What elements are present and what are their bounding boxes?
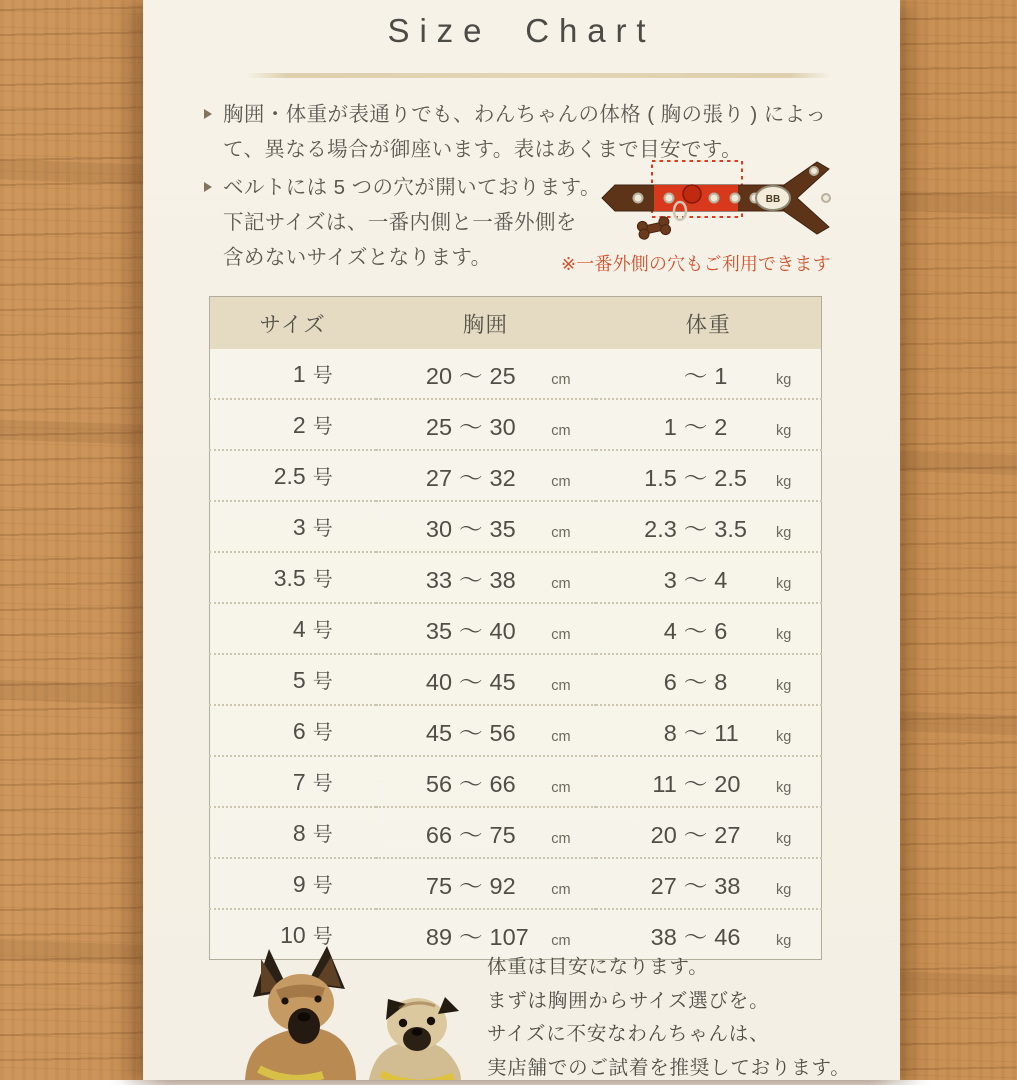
size-number: 5 [253,667,306,694]
weight-min: 8 [625,720,677,747]
dogs-photo [231,945,483,1080]
chest-cell [376,552,596,603]
weight-min: 1.5 [625,465,677,492]
size-unit: 号 [313,716,333,745]
size-unit: 号 [313,767,333,796]
size-unit: 号 [313,818,333,847]
note-line: 胸囲・体重が表通りでも、わんちゃんの体格 ( 胸の張り ) によっ [223,97,826,132]
size-unit: 号 [313,563,333,592]
chest-unit: cm [551,423,570,439]
chest-max: 35 [490,516,549,543]
size-number: 7 [253,769,306,796]
size-cell [210,349,376,399]
size-unit: 号 [313,665,333,694]
chest-min: 40 [400,669,452,696]
chest-cell [376,349,596,399]
chest-unit: cm [551,780,570,796]
size-unit: 号 [313,920,333,949]
weight-cell [596,807,822,858]
weight-cell [596,705,822,756]
table-header-size: サイズ [210,297,376,350]
table-row [210,756,822,807]
chest-unit: cm [551,729,570,745]
triangle-bullet-icon [204,109,212,119]
collar-eyelet [710,194,719,203]
title-divider [247,73,831,78]
weight-min: 11 [625,771,677,798]
footer-line: 実店舗でのご試着を推奨しております。 [487,1052,850,1085]
size-cell [210,399,376,450]
weight-unit: kg [776,678,791,694]
range-tilde: 〜 [459,918,483,952]
range-tilde: 〜 [684,510,708,544]
size-table-body [210,349,822,960]
chest-cell [376,654,596,705]
footer-line: まずは胸囲からサイズ選びを。 [487,985,850,1019]
size-cell [210,552,376,603]
triangle-bullet-icon [204,182,212,192]
weight-max: 38 [714,873,773,900]
table-header-weight: 体重 [596,297,822,350]
range-tilde: 〜 [684,459,708,493]
table-row [210,552,822,603]
chest-min: 25 [400,414,452,441]
chest-max: 40 [490,618,549,645]
weight-min: 3 [625,567,677,594]
note-line: 下記サイズは、一番内側と一番外側を [223,205,601,240]
footer-line: 体重は目安になります。 [487,951,850,985]
page-title: Size Chart [143,12,900,50]
chest-unit: cm [551,372,570,388]
range-tilde: 〜 [684,561,708,595]
chest-min: 33 [400,567,452,594]
range-tilde: 〜 [459,867,483,901]
size-number: 3 [253,514,306,541]
range-tilde: 〜 [684,765,708,799]
table-row [210,603,822,654]
weight-max: 1 [714,363,773,390]
size-number: 1 [253,361,306,388]
range-tilde: 〜 [684,357,708,391]
chest-min: 66 [400,822,452,849]
weight-unit: kg [776,474,791,490]
weight-max: 46 [714,924,773,951]
chest-max: 45 [490,669,549,696]
chest-unit: cm [551,627,570,643]
weight-max: 27 [714,822,773,849]
chest-unit: cm [551,525,570,541]
range-tilde: 〜 [459,408,483,442]
chest-min: 45 [400,720,452,747]
range-tilde: 〜 [684,867,708,901]
chest-min: 30 [400,516,452,543]
brand-badge-label: BB [766,194,780,205]
weight-min: 1 [625,414,677,441]
weight-unit: kg [776,372,791,388]
range-tilde: 〜 [459,510,483,544]
dog-large [245,946,356,1080]
size-cell [210,450,376,501]
table-row [210,654,822,705]
collar-eyelet [810,167,818,175]
weight-unit: kg [776,780,791,796]
chest-min: 56 [400,771,452,798]
chest-cell [376,756,596,807]
chest-unit: cm [551,474,570,490]
weight-cell [596,654,822,705]
collar-illustration [592,156,836,246]
table-row [210,349,822,399]
table-row [210,858,822,909]
size-unit: 号 [313,512,333,541]
table-row [210,807,822,858]
size-number: 8 [253,820,306,847]
weight-cell [596,501,822,552]
table-header-chest: 胸囲 [376,297,596,350]
weight-cell [596,349,822,399]
chest-max: 32 [490,465,549,492]
weight-cell [596,603,822,654]
size-cell [210,654,376,705]
size-number: 3.5 [253,565,306,592]
size-cell [210,501,376,552]
size-cell [210,807,376,858]
chest-max: 92 [490,873,549,900]
range-tilde: 〜 [684,612,708,646]
size-unit: 号 [313,359,333,388]
range-tilde: 〜 [459,714,483,748]
weight-max: 11 [714,720,773,747]
weight-max: 2.5 [714,465,773,492]
weight-unit: kg [776,933,791,949]
size-unit: 号 [313,614,333,643]
chest-cell [376,705,596,756]
collar-eyelet [822,194,830,202]
size-cell [210,756,376,807]
weight-cell [596,450,822,501]
weight-unit: kg [776,423,791,439]
table-row [210,501,822,552]
weight-cell [596,399,822,450]
chest-min: 27 [400,465,452,492]
weight-unit: kg [776,627,791,643]
weight-unit: kg [776,882,791,898]
note-line: て、異なる場合が御座います。表はあくまで目安です。 [223,132,826,167]
paper-card [143,0,900,1080]
chest-cell [376,807,596,858]
size-number: 2 [253,412,306,439]
size-cell [210,858,376,909]
size-table [209,296,822,960]
collar-buckle [683,185,701,203]
footer-line: サイズに不安なわんちゃんは、 [487,1018,850,1052]
weight-cell [596,756,822,807]
chest-min: 75 [400,873,452,900]
weight-unit: kg [776,729,791,745]
collar-eyelet [634,194,643,203]
weight-cell [596,552,822,603]
size-number: 9 [253,871,306,898]
weight-max: 2 [714,414,773,441]
range-tilde: 〜 [459,816,483,850]
chest-cell [376,858,596,909]
range-tilde: 〜 [459,357,483,391]
weight-max: 8 [714,669,773,696]
chest-max: 30 [490,414,549,441]
weight-unit: kg [776,525,791,541]
weight-unit: kg [776,576,791,592]
chest-unit: cm [551,678,570,694]
range-tilde: 〜 [684,918,708,952]
chest-unit: cm [551,933,570,949]
size-cell [210,705,376,756]
table-row [210,450,822,501]
collar-eyelet [665,194,674,203]
note-line: 含めないサイズとなります。 [223,240,601,275]
weight-max: 20 [714,771,773,798]
size-number: 10 [253,922,306,949]
range-tilde: 〜 [459,459,483,493]
range-tilde: 〜 [459,561,483,595]
chest-min: 20 [400,363,452,390]
range-tilde: 〜 [459,612,483,646]
table-header-row [210,297,822,350]
dog-pug [369,997,461,1080]
size-unit: 号 [313,410,333,439]
range-tilde: 〜 [684,714,708,748]
size-number: 6 [253,718,306,745]
chest-max: 107 [490,924,549,951]
size-number: 2.5 [253,463,306,490]
size-unit: 号 [313,869,333,898]
chest-max: 56 [490,720,549,747]
note-line: ベルトには 5 つの穴が開いております。 [223,170,601,205]
table-row [210,705,822,756]
weight-min: 38 [625,924,677,951]
weight-min: 20 [625,822,677,849]
weight-max: 3.5 [714,516,773,543]
footer-note [487,951,850,1085]
chest-unit: cm [551,882,570,898]
chest-cell [376,501,596,552]
weight-min: 4 [625,618,677,645]
weight-min: 6 [625,669,677,696]
weight-cell [596,858,822,909]
size-cell [210,603,376,654]
range-tilde: 〜 [459,663,483,697]
chest-max: 25 [490,363,549,390]
chest-cell [376,603,596,654]
note-belt-holes [223,170,601,275]
chest-min: 89 [400,924,452,951]
bone-charm-icon [636,216,671,240]
size-number: 4 [253,616,306,643]
chest-max: 38 [490,567,549,594]
chest-max: 75 [490,822,549,849]
range-tilde: 〜 [684,408,708,442]
chest-max: 66 [490,771,549,798]
chest-cell [376,399,596,450]
weight-min: 27 [625,873,677,900]
weight-max: 4 [714,567,773,594]
weight-max: 6 [714,618,773,645]
chest-unit: cm [551,576,570,592]
collar-outer-hole-note: ※一番外側の穴もご利用できます [561,250,825,276]
chest-unit: cm [551,831,570,847]
range-tilde: 〜 [459,765,483,799]
table-row [210,399,822,450]
chest-cell [376,450,596,501]
chest-min: 35 [400,618,452,645]
range-tilde: 〜 [684,816,708,850]
weight-unit: kg [776,831,791,847]
collar-eyelet [731,194,740,203]
weight-min: 2.3 [625,516,677,543]
range-tilde: 〜 [684,663,708,697]
size-unit: 号 [313,461,333,490]
